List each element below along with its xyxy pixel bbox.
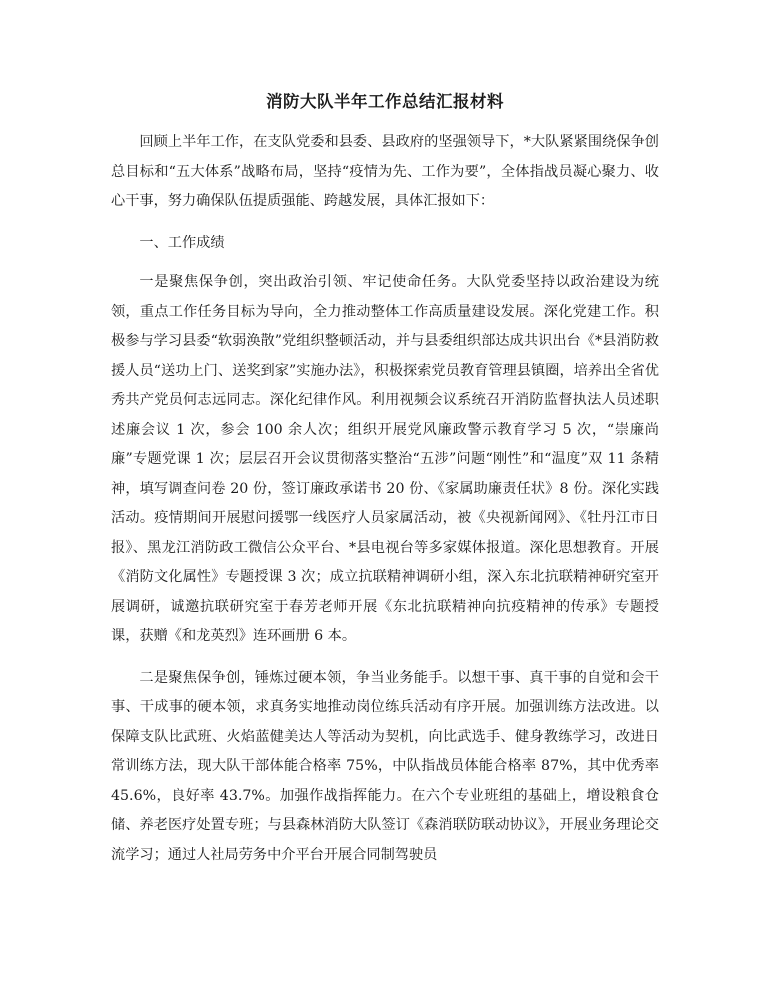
intro-paragraph: 回顾上半年工作，在支队党委和县委、县政府的坚强领导下，*大队紧紧围绕保争创总目标和“五大体系”战略布局，坚持“疫情为先、工作为要”，全体指战员凝心聚力、收心干事，努力确保队伍提质强能、跨越发展，具体汇报如下：	[111, 134, 659, 209]
body-paragraph: 二是聚焦保争创，锤炼过硬本领，争当业务能手。以想干事、真干事的自觉和会干事、干成事的硬本领，求真务实地推动岗位练兵活动有序开展。加强训练方法改进。以保障支队比武班、火焰蓝健美达人等活动为契机，向比武选手、健身教练学习，改进日常训练方法，现大队干部体能合格率 75%，中队指战员体能合格率 87%，其中优秀率 45.6%，良好率 43.7%。加强作战指挥能力。在六个专业班组的基础上，增设粮食仓储、养老医疗处置专班；与县森林消防大队签订《森消联防联动协议》，开展业务理论交流学习；通过人社局劳务中介平台开展合同制驾驶员	[111, 669, 659, 863]
document-title: 消防大队半年工作总结汇报材料	[266, 92, 504, 111]
section-heading: 一、工作成绩	[139, 234, 225, 251]
document-body	[111, 128, 659, 882]
body-paragraph: 一是聚焦保争创，突出政治引领、牢记使命任务。大队党委坚持以政治建设为统领，重点工作任务目标为导向，全力推动整体工作高质量建设发展。深化党建工作。积极参与学习县委“软弱涣散”党组织整顿活动，并与县委组织部达成共识出台《*县消防救援人员“送功上门、送奖到家”实施办法》，积极探索党员教育管理县镇圈，培养出全省优秀共产党员何志远同志。深化纪律作风。利用视频会议系统召开消防监督执法人员述职述廉会议 1 次，参会 100 余人次；组织开展党风廉政警示教育学习 5 次，“崇廉尚廉”专题党课 1 次；层层召开会议贯彻落实整治“五涉”问题“刚性”和“温度”双 11 条精神，填写调查问卷 20 份，签订廉政承诺书 20 份、《家属助廉责任状》8 份。深化实践活动。疫情期间开展慰问援鄂一线医疗人员家属活动，被《央视新闻网》、《牡丹江市日报》、黑龙江消防政工微信公众平台、*县电视台等多家媒体报道。深化思想教育。开展《消防文化属性》专题授课 3 次；成立抗联精神调研小组，深入东北抗联精神研究室开展调研，诚邀抗联研究室于春芳老师开展《东北抗联精神向抗疫精神的传承》专题授课，获赠《和龙英烈》连环画册 6 本。	[111, 274, 659, 644]
